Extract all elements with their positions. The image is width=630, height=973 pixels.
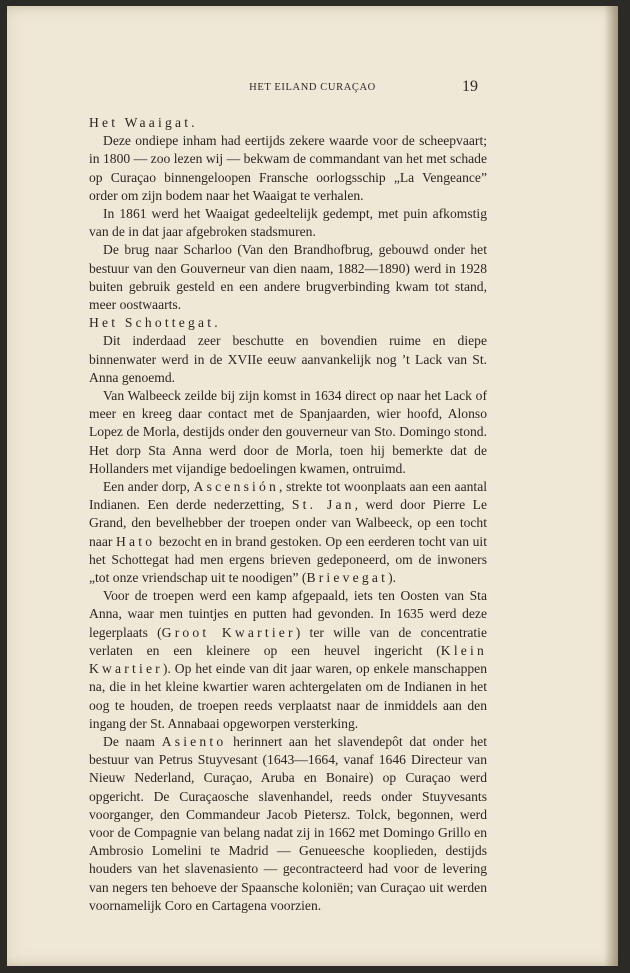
paragraph: Voor de troepen werd een kamp afgepaald, iets ten Oosten van Sta Anna, waar men tuintjes en putten had gevonden. In 1635 werd deze legerplaats (Groot Kwartier) ter wille van de concentratie verlaten en een kleinere op een heuvel ingericht (Klein Kwartier). Op het einde van dit jaar waren, op enkele manschappen na, die in het kleine kwartier waren achtergelaten om de Indianen in het oog te houden, de troepen reeds verplaatst naar de inmiddels aan den ingang der St. Annabaai opgeworpen versterking.: [89, 588, 487, 731]
book-page: [7, 6, 618, 966]
paragraph: Van Walbeeck zeilde bij zijn komst in 1634 direct op naar het Lack of meer en kreeg daar contact met de Spanjaarden, wier hoofd, Alonso Lopez de Morla, destijds onder den gouverneur van Sto. Domingo stond. Het dorp Sta Anna werd door de Morla, toen hij bemerkte dat de Hollanders met vijandige bedoelingen kwamen, ontruimd.: [89, 388, 487, 476]
page-number: 19: [462, 78, 478, 95]
spaced-term: Brievegat: [306, 570, 389, 586]
paragraph: In 1861 werd het Waaigat gedeeltelijk gedempt, met puin afkomstig van de in dat jaar afgebroken stadsmuren.: [89, 206, 487, 240]
paragraph: Deze ondiepe inham had eertijds zekere waarde voor de scheepvaart; in 1800 — zoo lezen wij — bekwam de commandant van het met schade op Curaçao binnengeloopen Fransche oorlogsschip „La Vengeance” order om zijn bodem naar het Waaigat te verhalen.: [89, 133, 487, 203]
spaced-term: St. Jan: [291, 497, 355, 513]
spaced-term: Asiento: [161, 733, 227, 749]
paragraph: De naam Asiento herinnert aan het slavendepôt dat onder het bestuur van Petrus Stuyvesant (1643—1664, vanaf 1646 Directeur van Nieuw Nederland, Curaçao, Aruba en Bonaire) op Curaçao werd opgericht. De Curaçaosche slavenhandel, reeds onder Stuyvesants voorganger, den Commandeur Jacob Pietersz. Tolck, begonnen, werd voor de Compagnie van belang nadat zij in 1662 met Domingo Grillo en Ambrosio Lomelini te Madrid — Genueesche kooplieden, destijds houders van het slavenasiento — gecontracteerd had voor de levering van negers ten behoeve der Spaansche koloniën; van Curaçao uit werden voornamelijk Coro en Cartagena voorzien.: [89, 733, 487, 913]
page-gutter-shadow: [604, 6, 618, 966]
section-heading-waaigat: Het Waaigat.: [89, 115, 198, 130]
paragraph: De brug naar Scharloo (Van den Brandhofbrug, gebouwd onder het bestuur van den Gouverneur van dien naam, 1882—1890) werd in 1928 buiten gebruik gesteld en een andere brugverbinding kwam tot stand, meer oostwaarts.: [89, 242, 487, 313]
spaced-term: Ascensión: [193, 479, 280, 495]
running-title: HET EILAND CURAÇAO: [249, 82, 376, 93]
section-heading-schottegat: Het Schottegat.: [89, 315, 221, 331]
spaced-term: Klein Kwartier: [89, 642, 487, 677]
paragraph: Dit inderdaad zeer beschutte en bovendien ruime en diepe binnenwater werd in de XVIIe eeuw aanvankelijk nog ’t Lack van St. Anna genoemd.: [89, 333, 487, 385]
spaced-term: Hato: [116, 533, 156, 549]
spaced-term: Groot Kwartier: [161, 624, 296, 640]
page-header: [7, 78, 618, 100]
page-body: [89, 114, 487, 915]
paragraph: Een ander dorp, Ascensión, strekte tot woonplaats aan een aantal Indianen. Een derde nederzetting, St. Jan, werd door Pierre Le Grand, den bevelhebber der troepen onder van Walbeeck, op een tocht naar Hato bezocht en in brand gestoken. Op een eerderen tocht van uit het Schottegat had men ergens brieven gedeponeerd, om de inwoners „tot onze vriendschap uit te noodigen” (Brievegat).: [89, 479, 487, 586]
